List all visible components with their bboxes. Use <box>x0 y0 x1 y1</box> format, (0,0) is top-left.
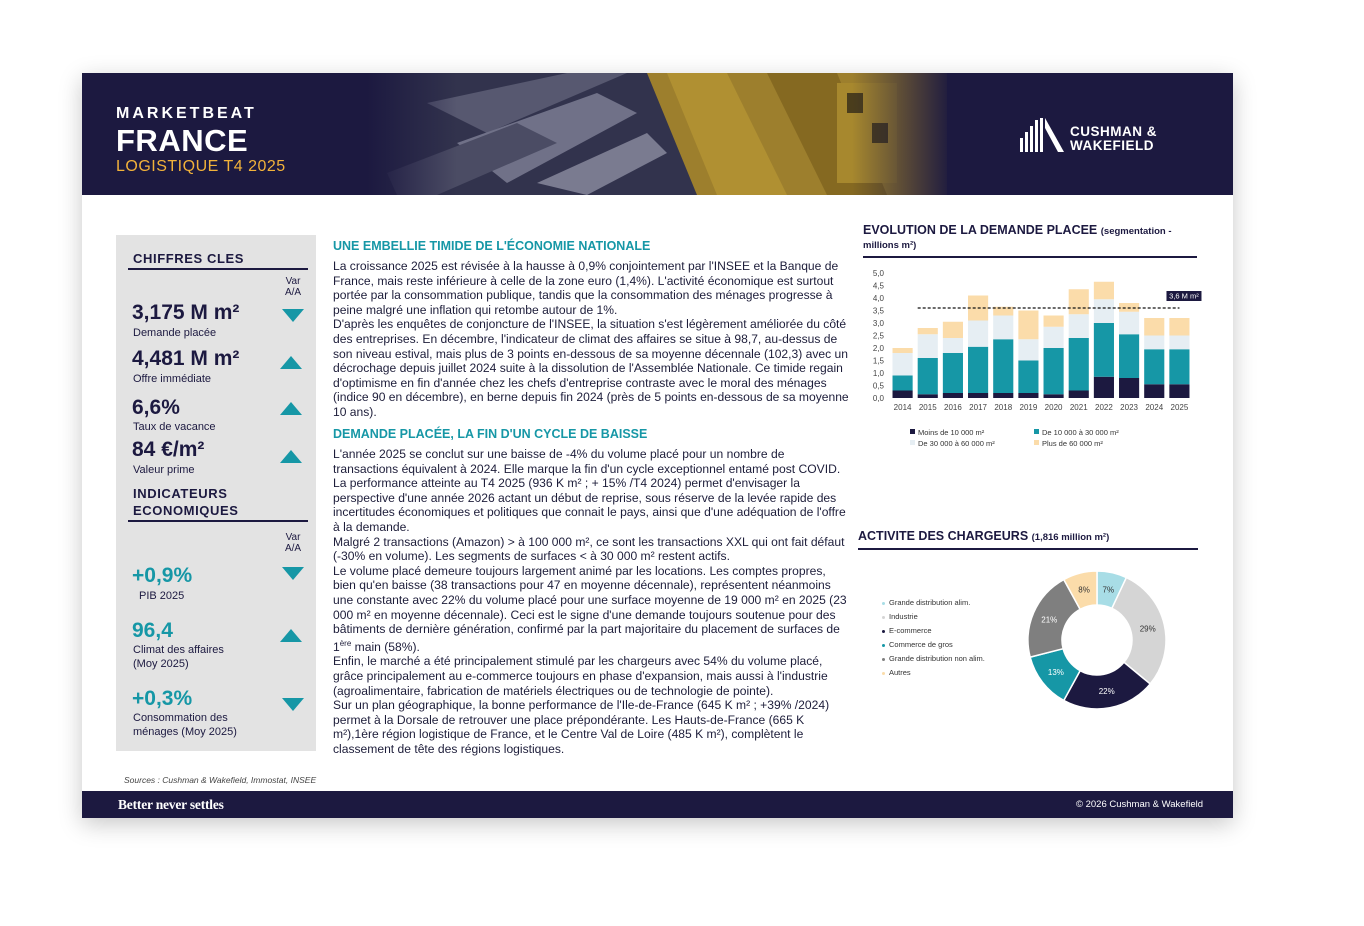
bar-segment <box>943 393 963 398</box>
reference-label-text: 3,6 M m² <box>1169 291 1199 301</box>
bar-segment <box>968 347 988 393</box>
bar-segment <box>893 391 913 399</box>
legend-label: Grande distribution non alim. <box>889 654 985 663</box>
legend-label: Grande distribution alim. <box>889 598 971 607</box>
bar-segment <box>1069 391 1089 399</box>
bar-segment <box>918 334 938 358</box>
bar-segment <box>1119 334 1139 378</box>
brand-line-1: CUSHMAN & <box>1070 124 1157 139</box>
bar-segment <box>1144 318 1164 336</box>
bar-segment <box>1018 311 1038 340</box>
legend-swatch <box>910 429 915 434</box>
footer-slogan: Better never settles <box>118 797 224 812</box>
reference-label <box>1166 291 1201 301</box>
bar-segment <box>968 321 988 347</box>
y-tick-label: 2,0 <box>872 344 884 353</box>
legend-label: Industrie <box>889 612 918 621</box>
x-tick-label: 2018 <box>994 403 1013 412</box>
bar-segment <box>943 322 963 338</box>
key-figures-title: CHIFFRES CLES <box>133 251 245 266</box>
footer-copyright: © 2026 Cushman & Wakefield <box>1075 799 1203 810</box>
indicator-label: PIB 2025 <box>139 590 185 602</box>
legend-entry <box>882 652 985 666</box>
bar-segment <box>1169 336 1189 350</box>
bar-segment <box>893 348 913 353</box>
legend-dot <box>882 658 885 661</box>
section-heading-demand: DEMANDE PLACÉE, LA FIN D'UN CYCLE DE BAISSE <box>333 427 648 441</box>
demand-stacked-bar-chart <box>852 263 1202 463</box>
legend-entry <box>910 439 995 448</box>
shippers-legend <box>882 596 985 680</box>
kpi-label: Valeur prime <box>133 464 195 476</box>
bar-segment <box>1094 323 1114 377</box>
cushman-wakefield-logo-icon <box>1020 118 1064 152</box>
y-tick-label: 1,0 <box>872 369 884 378</box>
y-tick-label: 1,5 <box>872 356 884 366</box>
kpi-value: 3,175 M m² <box>132 301 240 324</box>
legend-entry <box>882 624 985 638</box>
legend-entry <box>882 638 985 652</box>
legend-swatch <box>1034 429 1039 434</box>
shippers-donut-chart <box>1022 565 1172 715</box>
trend-up-icon <box>280 402 302 415</box>
kpi-value: 84 €/m² <box>132 438 205 461</box>
bar-segment <box>1094 377 1114 398</box>
bar-segment <box>893 353 913 376</box>
legend-entry <box>910 428 985 437</box>
bar-segment <box>1069 314 1089 338</box>
legend-swatch <box>910 440 915 445</box>
report-kicker: MARKETBEAT <box>116 105 257 122</box>
bar-segment <box>993 393 1013 398</box>
y-tick-label: 0,0 <box>872 394 884 403</box>
x-tick-label: 2016 <box>944 403 962 412</box>
bar-segment <box>918 358 938 394</box>
indicators-title: INDICATEURS ECONOMIQUES <box>133 486 239 518</box>
legend-entry <box>1034 428 1119 437</box>
bar-segment <box>943 353 963 393</box>
indicator-value: +0,3% <box>132 687 193 710</box>
bar-segment <box>893 376 913 391</box>
legend-entry <box>882 610 985 624</box>
legend-label: Moins de 10 000 m² <box>918 428 985 437</box>
x-tick-label: 2022 <box>1095 403 1113 412</box>
legend-swatch <box>1034 440 1039 445</box>
y-tick-label: 5,0 <box>872 269 884 278</box>
legend-dot <box>882 672 885 675</box>
bar-segment <box>1069 289 1089 314</box>
bar-segment <box>1018 339 1038 360</box>
indicator-label: Climat des affaires (Moy 2025) <box>133 644 224 670</box>
report-title: FRANCE <box>116 123 249 158</box>
slice-label: 13% <box>1047 667 1064 677</box>
y-tick-label: 4,5 <box>872 281 884 291</box>
economy-text: La croissance 2025 est révisée à la hausse à 0,9% conjointement par l'INSEE et la Banque de France, mais reste inférieure à celle de la zone euro (1,4%). L'activité économique est surtout portée par la consommation publique, tandis que la consommation des ménages progresse à peine malgré une inflation qui retombe autour de 1%. D'après les enquêtes de conjoncture de l'INSEE, la situation s'est légèrement améliorée du côté des entreprises. En décembre, l'indicateur de climat des affaires se situe à 98,7, au-dessus de son niveau estival, mais plus de 3 points en-dessous de sa moyenne décennale (102,3) avec un décrochage depuis juillet 2024 suite à la dissolution de l'Assemblée Nationale. Ce timide regain d'optimisme en fin d'année chez les chefs d'entreprise contraste avec le moral des ménages (indice 90 en décembre), en berne depuis fin 2024 (près de 5 points en-dessous de sa moyenne 10 ans). <box>333 259 849 419</box>
legend-entry <box>882 596 985 610</box>
trend-down-icon <box>282 698 304 711</box>
bar-segment <box>1044 316 1064 327</box>
bar-segment <box>1044 348 1064 394</box>
kpi-label: Offre immédiate <box>133 373 212 385</box>
legend-label: De 10 000 à 30 000 m² <box>1042 428 1119 437</box>
bar-segment <box>1144 384 1164 398</box>
bar-segment <box>1044 394 1064 398</box>
bar-segment <box>968 393 988 398</box>
bar-segment <box>1119 303 1139 312</box>
legend-label: De 30 000 à 60 000 m² <box>918 439 995 448</box>
photo-fade-right <box>852 73 952 195</box>
slice-label: 7% <box>1102 585 1115 595</box>
trend-down-icon <box>282 309 304 322</box>
legend-label: Autres <box>889 668 911 677</box>
key-figures-divider <box>128 268 308 270</box>
report-footer <box>82 791 1233 818</box>
bar-segment <box>1119 312 1139 335</box>
indicators-divider <box>128 520 308 522</box>
key-figures-panel <box>116 235 316 751</box>
y-tick-label: 2,5 <box>872 331 884 341</box>
var-label: Var A/A <box>284 532 302 554</box>
indicator-label: Consommation des ménages (Moy 2025) <box>133 712 237 738</box>
x-tick-label: 2025 <box>1170 403 1189 412</box>
x-tick-label: 2023 <box>1120 403 1138 412</box>
report-subtitle: LOGISTIQUE T4 2025 <box>116 158 286 175</box>
sources-note: Sources : Cushman & Wakefield, Immostat, INSEE <box>124 775 317 785</box>
bar-segment <box>1044 327 1064 348</box>
x-tick-label: 2019 <box>1019 403 1038 412</box>
kpi-value: 6,6% <box>132 396 180 419</box>
kpi-label: Demande placée <box>133 327 217 339</box>
bar-segment <box>1119 378 1139 398</box>
x-tick-label: 2020 <box>1044 403 1063 412</box>
bar-segment <box>1144 336 1164 350</box>
legend-dot <box>882 644 885 647</box>
x-tick-label: 2024 <box>1145 403 1164 412</box>
x-tick-label: 2014 <box>893 403 912 412</box>
demand-text: L'année 2025 se conclut sur une baisse de -4% du volume placé pour un nombre de transactions équivalent à 2024. Elle marque la fin d'un cycle exceptionnel entamé post COVID. La performance atteinte au T4 2025 (936 K m² ; + 15% /T4 2024) permet d'envisager la perspective d'une année 2026 actant un début de reprise, sous réserve de la levée rapide des incertitudes économiques et politiques que connait le pays, ainsi que d'une adéquation de l'offre à la demande. Malgré 2 transactions (Amazon) > à 100 000 m², ce sont les transactions XXL qui ont fait défaut (-30% en volume). Les segments de surfaces < à 30 000 m² restent actifs. Le volume placé demeure toujours largement animé par les locations. Les comptes propres, bien qu'en baisse (38 transactions pour 47 en moyenne décennale), représentent néanmoins une constante avec 22% du volume placé pour une surface moyenne de 19 000 m² en 2025 (23 000 m² en moyenne décennale). Ceci est le signe d'une demande toujours soutenue pour des bâtiments de dernière génération, confirmé par la part majoritaire du placement de surfaces de 1ère main (58%). Enfin, le marché a été principalement stimulé par les chargeurs avec 54% du volume placé, grâce principalement au e-commerce toujours en phase d'expansion, mais aussi à l'industrie (agroalimentaire, fabrication de matériels électriques ou de technologie de pointe). Sur un plan géographique, la bonne performance de l'Ile-de-France (645 K m² ; +39% /2024) permet à la Dorsale de retrouver une place prépondérante. Les Hauts-de-France (665 K m²),1ère région logistique de France, et le Centre Val de Loire (485 K m²), complètent le classement de tête des régions logistiques. <box>333 447 847 756</box>
y-tick-label: 0,5 <box>872 381 884 391</box>
y-tick-label: 3,0 <box>872 319 884 328</box>
y-tick-label: 4,0 <box>872 294 884 303</box>
report-header <box>82 73 1233 195</box>
bar-segment <box>1144 349 1164 384</box>
bar-segment <box>918 394 938 398</box>
bar-segment <box>1069 338 1089 391</box>
slice-label: 22% <box>1098 687 1115 697</box>
chart-title-divider <box>863 256 1197 258</box>
legend-entry <box>882 666 985 680</box>
photo-fade-left <box>367 73 457 195</box>
slice-label: 8% <box>1078 585 1090 595</box>
trend-down-icon <box>282 567 304 580</box>
legend-dot <box>882 616 885 619</box>
kpi-value: 4,481 M m² <box>132 347 240 370</box>
report-page <box>82 73 1233 818</box>
bar-segment <box>1018 393 1038 398</box>
trend-up-icon <box>280 629 302 642</box>
bar-segment <box>1018 361 1038 394</box>
indicator-value: +0,9% <box>132 564 193 587</box>
bar-segment <box>993 316 1013 340</box>
brand-line-2: WAKEFIELD <box>1070 138 1154 153</box>
var-label: Var A/A <box>284 276 302 298</box>
indicator-value: 96,4 <box>132 619 173 642</box>
trend-up-icon <box>280 450 302 463</box>
legend-label: Plus de 60 000 m² <box>1042 439 1103 448</box>
trend-up-icon <box>280 356 302 369</box>
shippers-chart-title: ACTIVITE DES CHARGEURS (1,816 million m²) <box>858 529 1110 543</box>
demand-chart-title: EVOLUTION DE LA DEMANDE PLACEE (segmentation - millions m²) <box>863 223 1172 251</box>
chart-title-divider <box>858 548 1198 550</box>
legend-label: E-commerce <box>889 626 932 635</box>
bar-segment <box>1094 282 1114 300</box>
legend-dot <box>882 630 885 633</box>
kpi-label: Taux de vacance <box>133 421 216 433</box>
slice-label: 29% <box>1139 624 1156 634</box>
bar-segment <box>1169 318 1189 336</box>
bar-segment <box>943 338 963 353</box>
bar-segment <box>1169 384 1189 398</box>
y-tick-label: 3,5 <box>872 306 884 316</box>
x-tick-label: 2021 <box>1069 403 1088 412</box>
legend-entry <box>1034 439 1103 448</box>
bar-segment <box>918 328 938 334</box>
legend-label: Commerce de gros <box>889 640 953 649</box>
legend-dot <box>882 602 885 605</box>
slice-label: 21% <box>1041 615 1058 625</box>
bar-segment <box>993 339 1013 393</box>
x-tick-label: 2017 <box>969 403 987 412</box>
bar-segment <box>1169 349 1189 384</box>
x-tick-label: 2015 <box>918 403 937 412</box>
section-heading-economy: UNE EMBELLIE TIMIDE DE L'ÉCONOMIE NATIONALE <box>333 239 651 253</box>
bar-segment <box>1094 299 1114 323</box>
